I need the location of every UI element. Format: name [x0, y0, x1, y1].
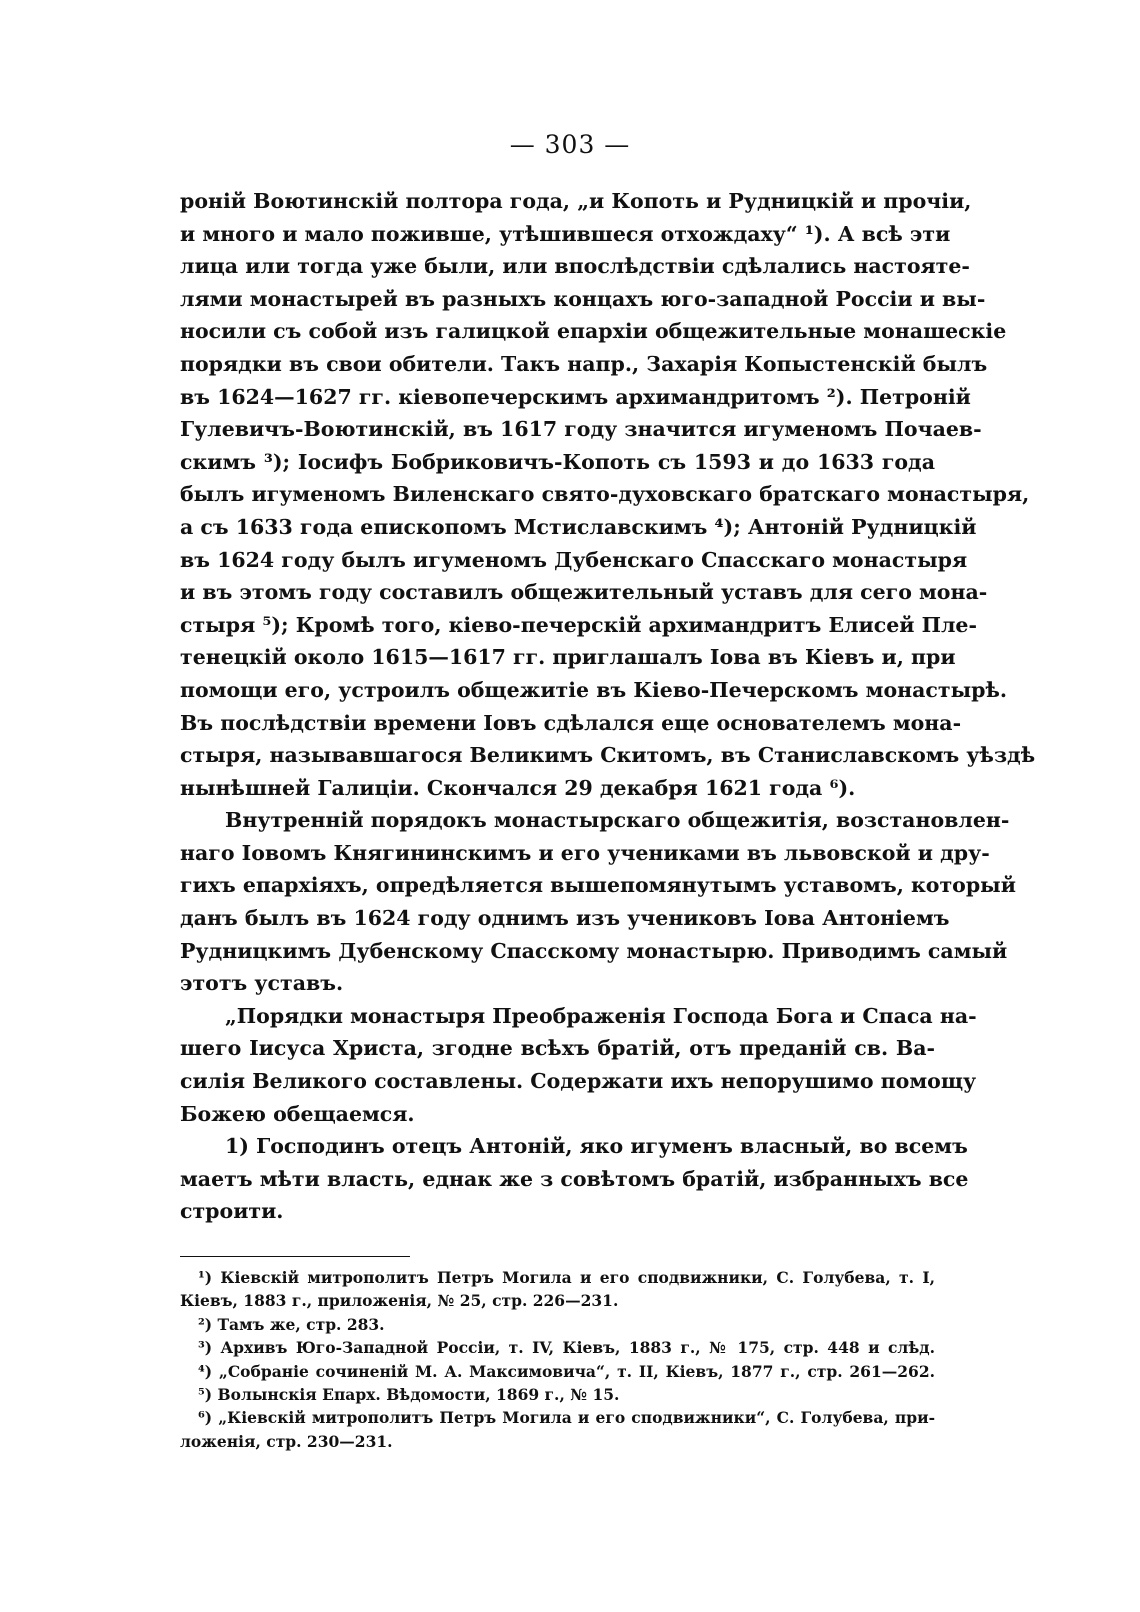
text-line: въ 1624 году былъ игуменомъ Дубенскаго Спасскаго монастыря	[180, 547, 968, 572]
text-line: Въ послѣдствіи времени Іовъ сдѣлался еще основателемъ мона-	[180, 710, 962, 735]
page-number: — 303 —	[509, 130, 631, 159]
text-line: носили съ собой изъ галицкой епархіи общежительные монашескіе	[180, 319, 1007, 344]
footnote-line: Кіевъ, 1883 г., приложенія, № 25, стр. 226—231.	[180, 1291, 619, 1311]
text-line: помощи его, устроилъ общежитіе въ Кіево-Печерскомъ монастырѣ.	[180, 677, 1008, 702]
text-line: и много и мало поживше, утѣшившеся отхождаху“ ¹). А всѣ эти	[180, 221, 951, 246]
text-line: а съ 1633 года епископомъ Мстиславскимъ ⁴); Антоній Рудницкій	[180, 514, 977, 539]
text-line: строити.	[180, 1199, 284, 1224]
main-text	[180, 185, 1036, 1228]
text-line: и въ этомъ году составилъ общежительный уставъ для сего мона-	[180, 580, 988, 605]
footnote-line: ⁴) „Собраніе сочиненій М. А. Максимовича“, т. II, Кіевъ, 1877 г., стр. 261—262.	[198, 1361, 935, 1381]
text-line: маетъ мѣти власть, еднак же з совѣтомъ братій, избранныхъ все	[180, 1166, 969, 1191]
text-line: въ 1624—1627 гг. кіевопечерскимъ архимандритомъ ²). Петроній	[180, 384, 971, 409]
footnote-line: ³) Архивъ Юго-Западной Россіи, т. IV, Кіевъ, 1883 г., № 175, стр. 448 и слѣд.	[198, 1338, 935, 1358]
footnote-line: ⁵) Волынскія Епарх. Вѣдомости, 1869 г., № 15.	[198, 1385, 620, 1405]
footnote-line: ²) Тамъ же, стр. 283.	[198, 1314, 385, 1334]
text-line: данъ былъ въ 1624 году однимъ изъ учениковъ Іова Антоніемъ	[180, 906, 950, 931]
text-line: нынѣшней Галиціи. Скончался 29 декабря 1621 года ⁶).	[180, 775, 856, 800]
text-line: силія Великого составлены. Содержати ихъ непорушимо помощу	[180, 1069, 977, 1094]
text-line: скимъ ³); Іосифъ Бобриковичъ-Копоть съ 1593 и до 1633 года	[180, 449, 935, 474]
text-line: Рудницкимъ Дубенскому Спасскому монастырю. Приводимъ самый	[180, 938, 1008, 963]
text-line: гихъ епархіяхъ, опредѣляется вышепомянутымъ уставомъ, который	[180, 873, 1016, 898]
text-line: шего Іисуса Христа, згодне всѣхъ братій, отъ преданій св. Ва-	[180, 1036, 935, 1061]
text-line: роній Воютинскій полтора года, „и Копоть и Рудницкій и прочіи,	[180, 189, 972, 213]
text-line: „Порядки монастыря Преображенія Господа Бога и Спаса на-	[225, 1003, 977, 1028]
text-line: Внутренній порядокъ монастырскаго общежитія, возстановлен-	[225, 808, 1010, 833]
text-line: лями монастырей въ разныхъ концахъ юго-западной Россіи и вы-	[180, 286, 986, 311]
text-line: тенецкій около 1615—1617 гг. приглашалъ Іова въ Кіевъ и, при	[180, 645, 956, 670]
footnote-line: ложенія, стр. 230—231.	[180, 1431, 393, 1451]
text-line: стыря, называвшагося Великимъ Скитомъ, въ Станиславскомъ уѣздѣ	[180, 743, 1036, 768]
text-line: лица или тогда уже были, или впослѣдствіи сдѣлались настояте-	[180, 254, 970, 279]
footnotes	[180, 1266, 935, 1453]
footnote-line: ⁶) „Кіевскій митрополитъ Петръ Могила и его сподвижники“, С. Голубева, при-	[198, 1408, 935, 1428]
text-line: порядки въ свои обители. Такъ напр., Захарія Копыстенскій былъ	[180, 351, 988, 376]
text-line: былъ игуменомъ Виленскаго свято-духовскаго братскаго монастыря,	[180, 482, 1030, 507]
text-line: Гулевичъ-Воютинскій, въ 1617 году значится игуменомъ Почаев-	[180, 417, 982, 442]
text-line: Божею обещаемся.	[180, 1101, 415, 1126]
text-line: этотъ уставъ.	[180, 971, 344, 996]
text-line: стыря ⁵); Кромѣ того, кіево-печерскій архимандритъ Елисей Пле-	[180, 612, 977, 637]
text-line: наго Іовомъ Княгининскимъ и его учениками въ львовской и дру-	[180, 840, 990, 865]
footnote-divider	[180, 1256, 410, 1257]
text-line: 1) Господинъ отецъ Антоній, яко игуменъ власный, во всемъ	[225, 1134, 968, 1159]
footnote-line: ¹) Кіевскій митрополитъ Петръ Могила и его сподвижники, С. Голубева, т. I,	[198, 1268, 935, 1287]
